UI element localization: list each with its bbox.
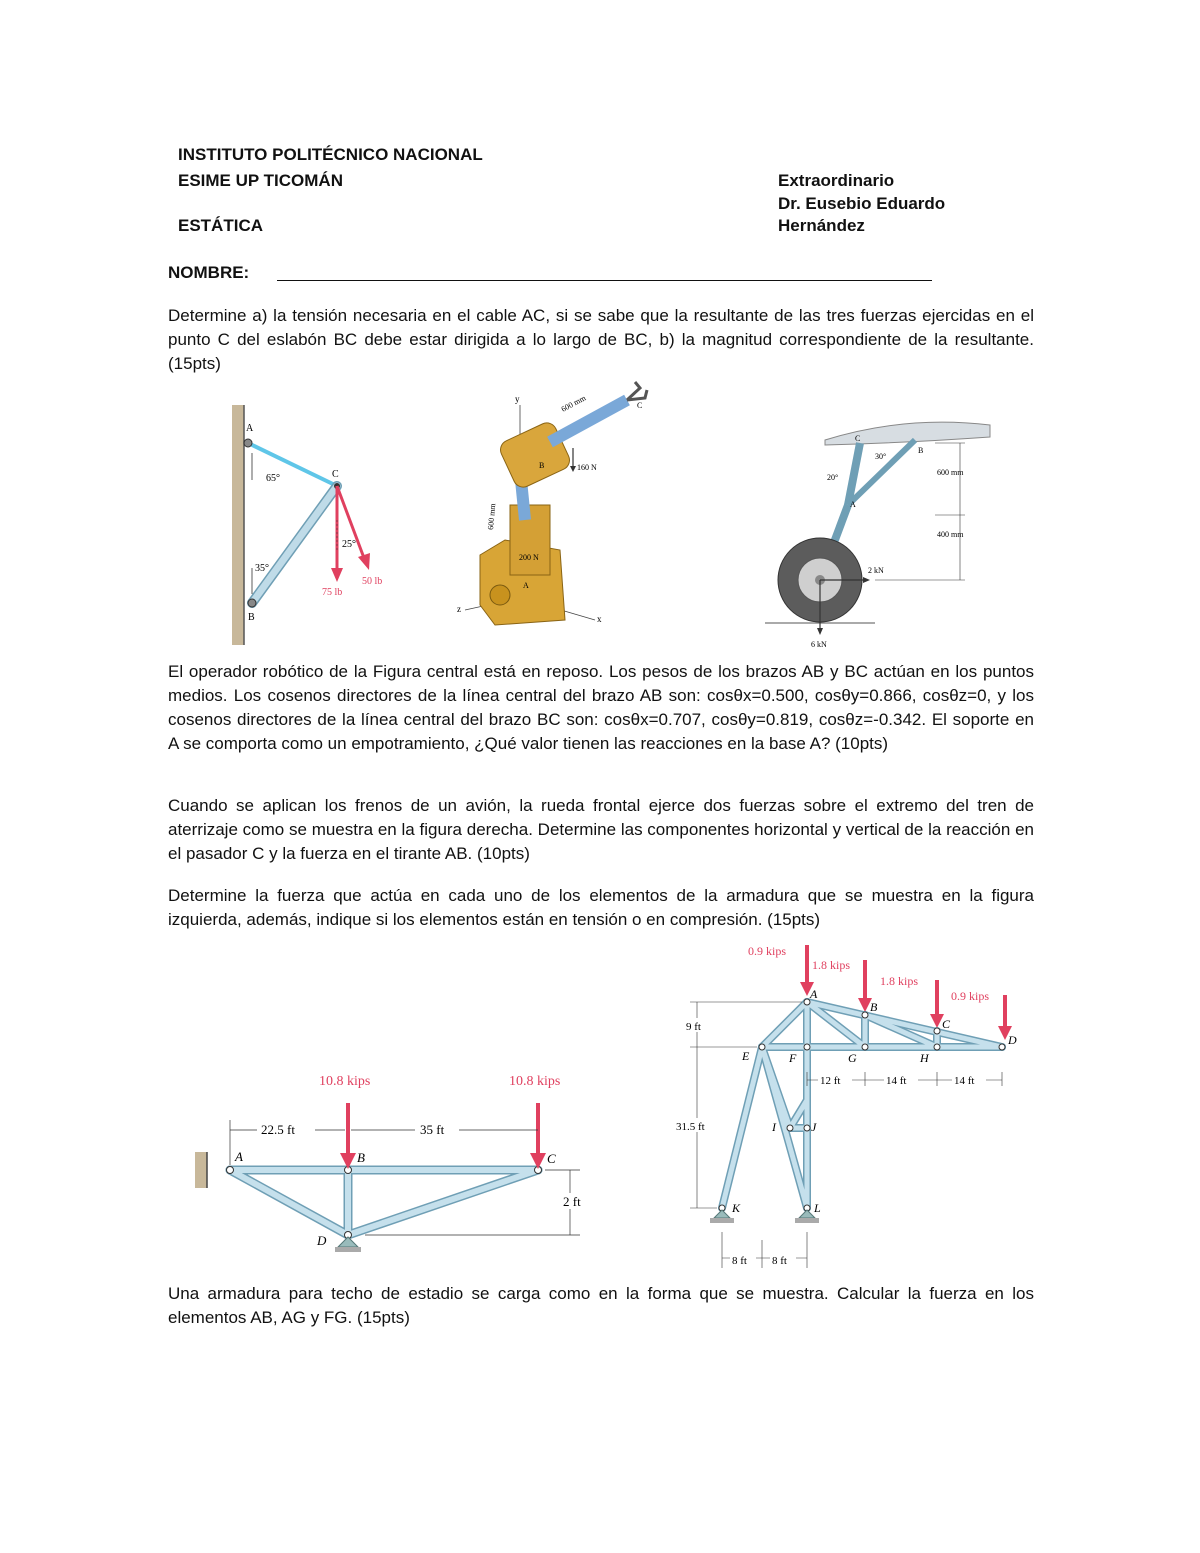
dim-9ft: 9 ft — [686, 1021, 701, 1033]
problem-4-text: Determine la fuerza que actúa en cada uno de los elementos de la armadura que se muestra en la figura izquierda, además, indique si los elementos están en tensión o en compresión. (15pts) — [168, 886, 1034, 929]
gripper — [627, 382, 647, 400]
label-c: C — [637, 401, 643, 410]
member-cd — [348, 1170, 538, 1235]
label-b: B — [248, 612, 255, 623]
dim-14ft-1: 14 ft — [886, 1075, 907, 1087]
figure-robot-arm — [455, 370, 725, 640]
school-name: ESIME UP TICOMÁN — [178, 171, 343, 190]
dim-35ft: 35 ft — [420, 1122, 445, 1137]
node-f: F — [789, 1051, 797, 1065]
node-d: D — [317, 1233, 327, 1248]
exam-type: Extraordinario — [778, 171, 895, 190]
professor-name-line2: Hernández — [778, 216, 865, 235]
force-6kn: 6 kN — [811, 640, 827, 649]
label-c: C — [332, 469, 339, 480]
dim-600mm: 600 mm — [937, 468, 964, 477]
force-50lb: 50 lb — [362, 576, 383, 587]
angle-30: 30° — [875, 452, 887, 461]
angle-cable: 65° — [266, 473, 280, 484]
node-b: B — [357, 1150, 365, 1165]
force-arrow-inclined — [358, 553, 370, 570]
problem-2-text: El operador robótico de la Figura central está en reposo. Los pesos de los brazos AB y BC actúan en los puntos medios. Los cosenos directores de la línea central del brazo AB son: cosθx=0.500, cosθy=0.866, cosθz=0, y los cosenos directores de la línea central del brazo BC son: cosθx=0.707, cosθy=0.819, cosθz=-0.342. El soporte en A se comporta como un empotramiento, ¿Qué valor tienen las reacciones en la base A? (10pts) — [168, 662, 1034, 753]
load-c-label: 10.8 kips — [509, 1074, 561, 1089]
support-l — [795, 1218, 819, 1223]
dim-400mm: 400 mm — [937, 530, 964, 539]
force-arrow-vertical — [331, 568, 343, 582]
label-a: A — [523, 581, 529, 590]
node-k: K — [732, 1201, 741, 1215]
dim-8ft-1: 8 ft — [732, 1255, 747, 1267]
problem-5-text: Una armadura para techo de estadio se carga como en la forma que se muestra. Calcular la fuerza en los elementos AB, AG y FG. (15pts) — [168, 1284, 1034, 1327]
dim-2ft: 2 ft — [563, 1194, 581, 1209]
node-c: C — [942, 1017, 951, 1031]
link-bc — [252, 486, 337, 603]
node-l: L — [814, 1201, 821, 1215]
angle-link: 35° — [255, 563, 269, 574]
member-ek — [722, 1047, 762, 1208]
angle-force: 25° — [342, 539, 356, 550]
institute-name: INSTITUTO POLITÉCNICO NACIONAL — [178, 145, 483, 164]
label-c: C — [855, 434, 861, 443]
name-label: NOMBRE: — [168, 263, 250, 282]
problem-1-text: Determine a) la tensión necesaria en el cable AC, si se sabe que la resultante de las tres fuerzas ejercidas en el punto C del eslabón BC debe estar dirigida a lo largo de BC, b) la magnitud correspondiente de la resultante. (15pts) — [168, 306, 1034, 373]
roller-support — [335, 1247, 361, 1252]
member-ea — [762, 1002, 807, 1047]
dim-31-5ft: 31.5 ft — [676, 1121, 705, 1133]
node-e: E — [742, 1049, 750, 1063]
dim-22-5ft: 22.5 ft — [261, 1122, 295, 1137]
cable-ac — [248, 443, 337, 486]
axis-z-label: z — [457, 604, 461, 614]
load-a-label: 0.9 kips — [748, 944, 787, 958]
node-d: D — [1008, 1033, 1017, 1047]
name-blank-line[interactable] — [277, 280, 932, 281]
wall-support — [195, 1152, 207, 1188]
figure-cable-link — [222, 400, 422, 650]
member-ei — [762, 1047, 790, 1128]
aircraft-fuselage — [825, 422, 990, 445]
load-c-label: 1.8 kips — [880, 974, 919, 988]
node-a: A — [810, 987, 818, 1001]
support-k — [710, 1218, 734, 1223]
node-b: B — [870, 1000, 878, 1014]
load-160n: 160 N — [577, 463, 597, 472]
wall — [232, 405, 244, 645]
dim-600-upper: 600 mm — [559, 393, 588, 414]
load-b-label: 1.8 kips — [812, 958, 851, 972]
dim-14ft-2: 14 ft — [954, 1075, 975, 1087]
member-ad — [230, 1170, 348, 1235]
node-g: G — [848, 1051, 857, 1065]
dim-8ft-2: 8 ft — [772, 1255, 787, 1267]
force-75lb: 75 lb — [322, 587, 343, 598]
node-i: I — [772, 1120, 776, 1134]
dim-600-lower: 600 mm — [486, 503, 498, 531]
label-a: A — [246, 423, 254, 434]
load-b-label: 10.8 kips — [319, 1074, 371, 1089]
figure-roof-truss — [672, 940, 1032, 1275]
label-a: A — [850, 500, 856, 509]
professor-name-line1: Dr. Eusebio Eduardo — [778, 194, 946, 213]
figure-landing-gear — [765, 405, 995, 650]
subject-name: ESTÁTICA — [178, 216, 263, 235]
label-b: B — [539, 461, 545, 470]
node-c: C — [547, 1151, 556, 1166]
label-b: B — [918, 446, 924, 455]
load-d-label: 0.9 kips — [951, 989, 990, 1003]
load-200n: 200 N — [519, 553, 539, 562]
axis-y-label: y — [515, 394, 520, 404]
figure-truss-abcd — [195, 1065, 605, 1265]
node-j: J — [811, 1120, 817, 1134]
node-h: H — [920, 1051, 929, 1065]
problem-3-text: Cuando se aplican los frenos de un avión, la rueda frontal ejerce dos fuerzas sobre el extremo del tren de aterrizaje como se muestra en la figura derecha. Determine las componentes horizontal y vertical de la reacción en el pasador C y la fuerza en el tirante AB. (10pts) — [168, 796, 1034, 863]
axis-x-label: x — [597, 614, 602, 624]
force-2kn: 2 kN — [868, 566, 884, 575]
dim-12ft: 12 ft — [820, 1075, 841, 1087]
node-a: A — [235, 1149, 243, 1164]
angle-20: 20° — [827, 473, 839, 482]
